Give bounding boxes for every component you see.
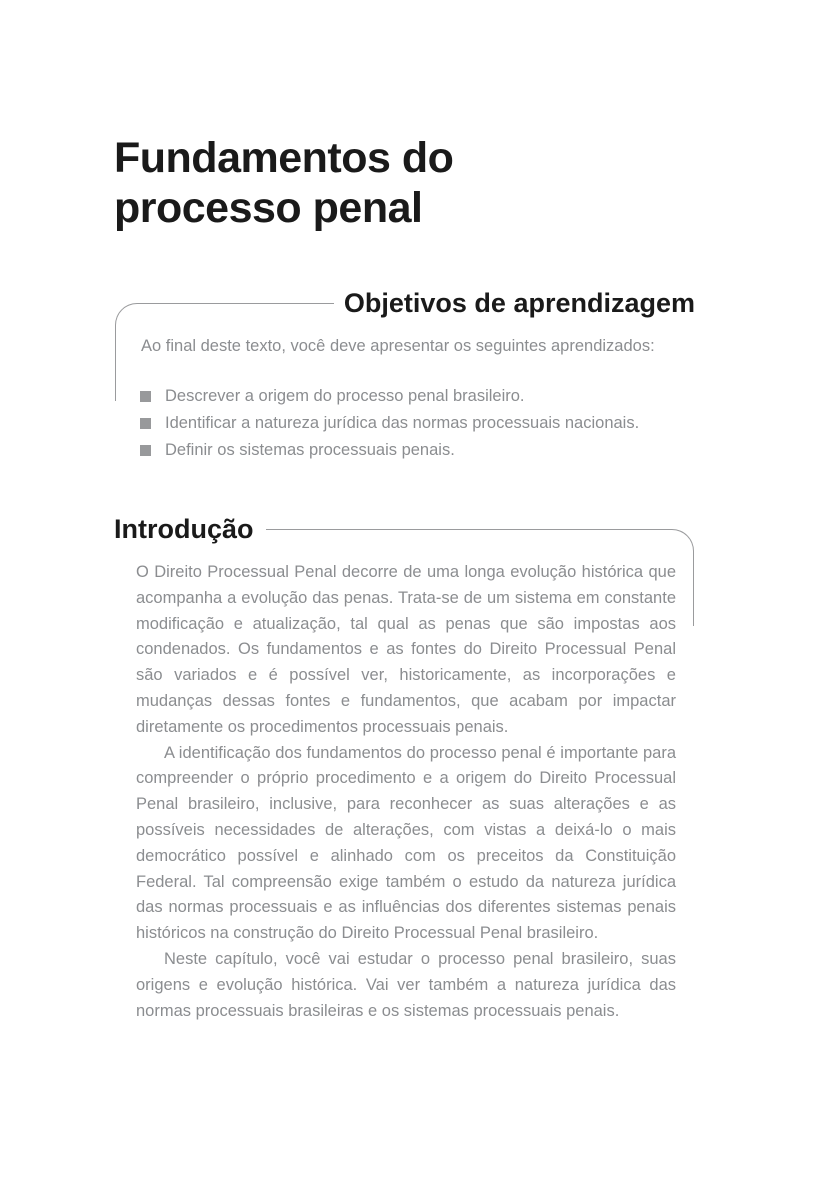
square-bullet-icon bbox=[140, 445, 151, 456]
objective-item bbox=[140, 383, 639, 409]
square-bullet-icon bbox=[140, 418, 151, 429]
objective-item-label: Descrever a origem do processo penal brasileiro. bbox=[165, 387, 525, 405]
objective-item-label: Identificar a natureza jurídica das normas processuais nacionais. bbox=[165, 414, 640, 432]
objectives-list bbox=[140, 383, 639, 464]
introduction-body bbox=[136, 560, 676, 1024]
introduction-paragraph-1: O Direito Processual Penal decorre de uma longa evolução histórica que acompanha a evolução das penas. Trata-se de um sistema em constante modificação e atualização, tal qual as penas que são impostas aos condenados. Os fundamentos e as fontes do Direito Processual Penal são variados e é possível ver, historicamente, as incorporações e mudanças dessas fontes e fundamentos, que acabam por impactar diretamente os procedimentos processuais penais. bbox=[136, 563, 676, 736]
objective-item-label: Definir os sistemas processuais penais. bbox=[165, 441, 455, 459]
objective-item bbox=[140, 410, 639, 436]
objectives-heading: Objetivos de aprendizagem bbox=[343, 288, 695, 318]
chapter-title-line-2: processo penal bbox=[114, 184, 423, 232]
objective-item bbox=[140, 437, 639, 463]
introduction-paragraph-3: Neste capítulo, você vai estudar o processo penal brasileiro, suas origens e evolução histórica. Vai ver também a natureza jurídica das normas processuais brasileiras e os sistemas processuais penais. bbox=[136, 949, 676, 1020]
introduction-heading: Introdução bbox=[114, 514, 254, 544]
introduction-paragraph-2: A identificação dos fundamentos do processo penal é importante para compreender o próprio procedimento e a origem do Direito Processual Penal brasileiro, inclusive, para reconhecer as suas alterações e as possíveis necessidades de alterações, com vistas a deixá-lo o mais democrático possível e alinhado com os preceitos da Constituição Federal. Tal compreensão exige também o estudo da natureza jurídica das normas processuais e as influências dos diferentes sistemas penais históricos na construção do Direito Processual Penal brasileiro. bbox=[136, 743, 676, 943]
chapter-title-line-1: Fundamentos do bbox=[114, 134, 454, 182]
square-bullet-icon bbox=[140, 391, 151, 402]
chapter-title bbox=[114, 133, 453, 233]
objectives-lead: Ao final deste texto, você deve apresentar os seguintes aprendizados: bbox=[141, 337, 655, 355]
